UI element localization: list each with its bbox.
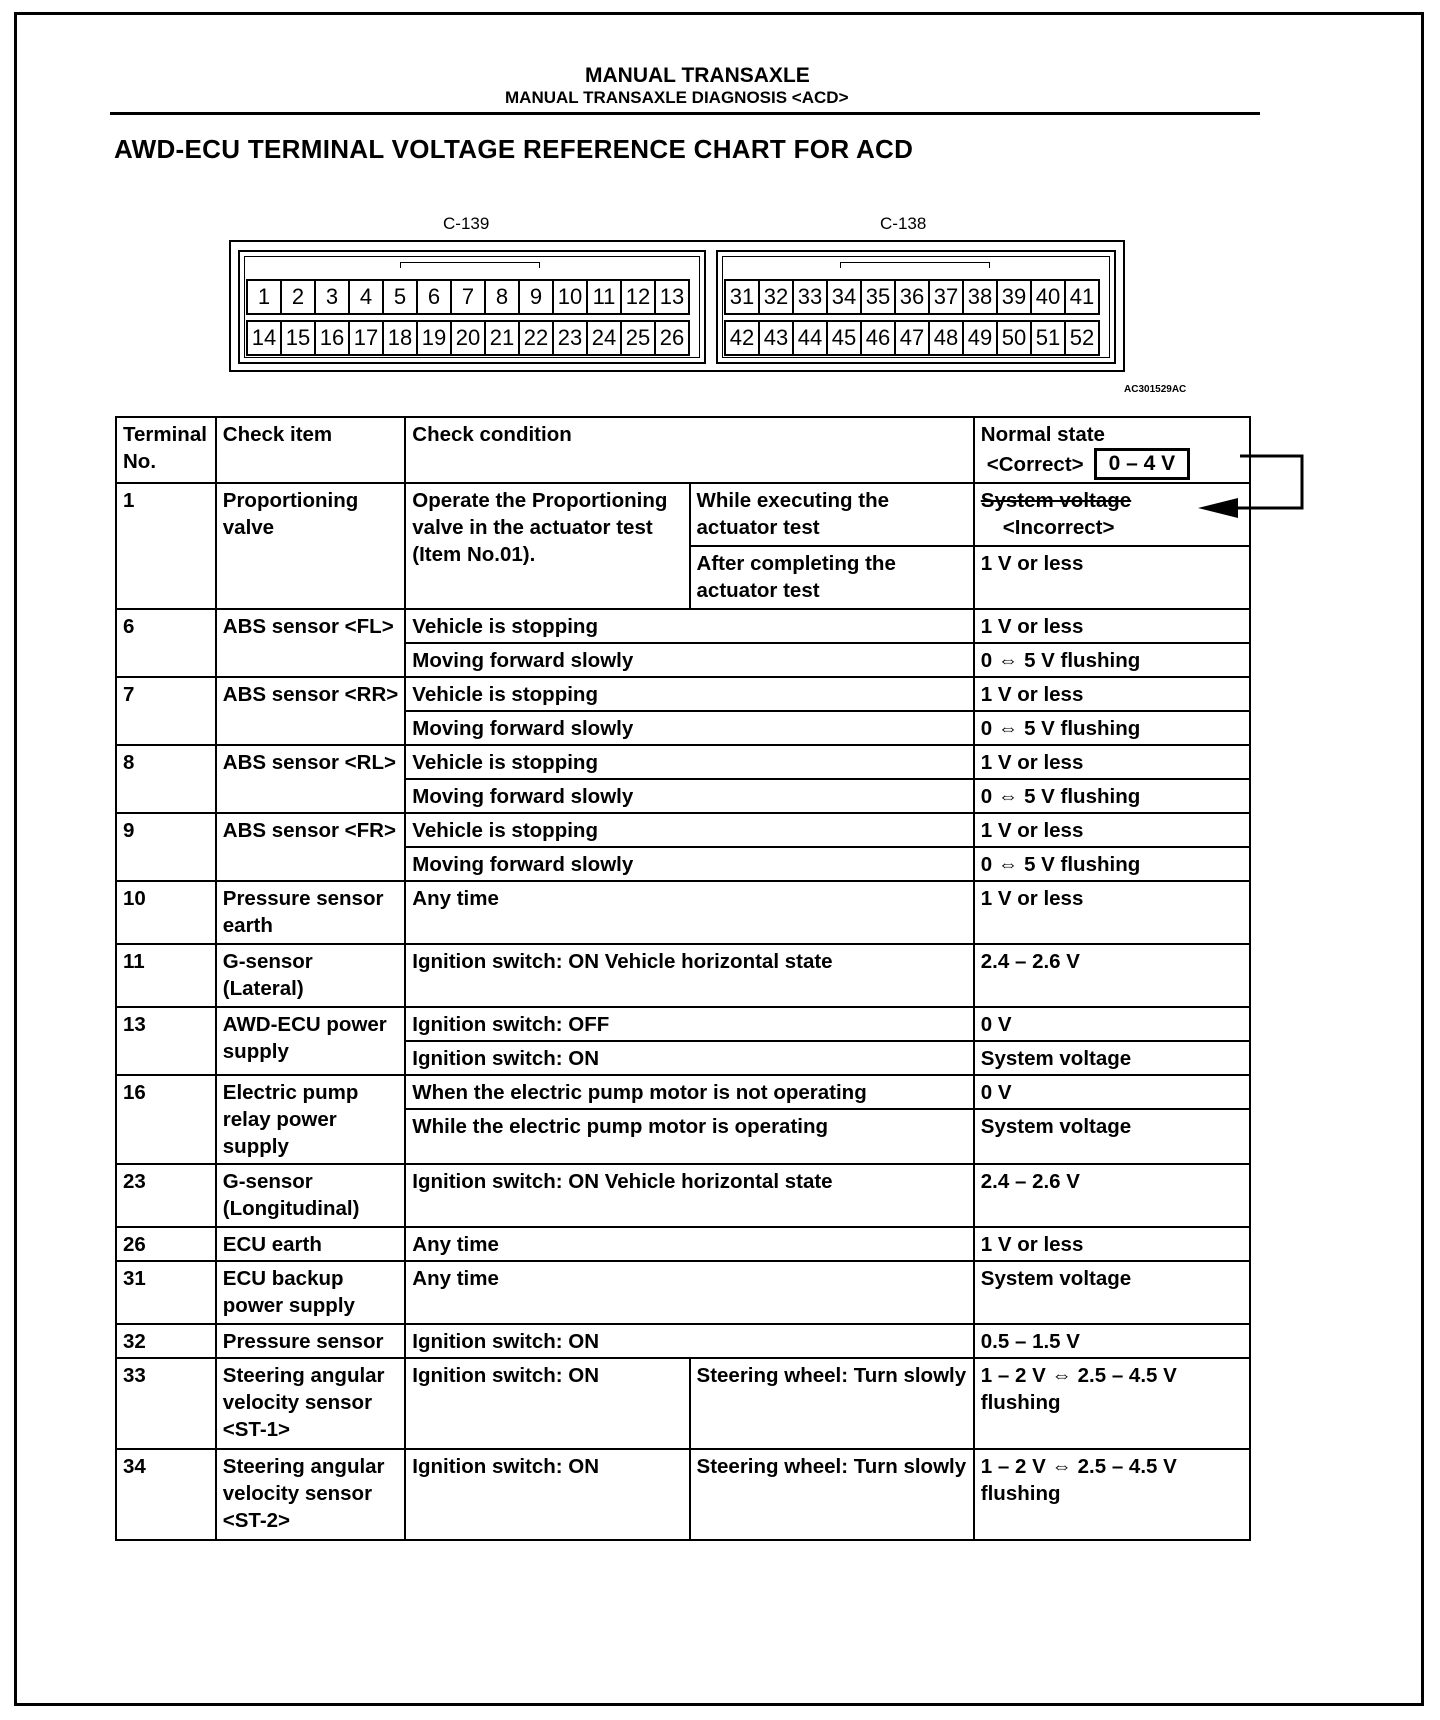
terminal-cell: 26 — [116, 1227, 216, 1261]
normal-state-cell: System voltage — [974, 1109, 1250, 1164]
terminal-cell: 9 — [116, 813, 216, 881]
normal-state-cell: 0.5 – 1.5 V — [974, 1324, 1250, 1358]
header-terminal: Terminal No. — [116, 417, 216, 483]
connector-pin: 15 — [280, 320, 316, 356]
pin-row-c138-top — [726, 279, 1100, 315]
subsection-title: MANUAL TRANSAXLE DIAGNOSIS <ACD> — [505, 88, 849, 107]
check-condition-cell: Vehicle is stopping — [405, 609, 974, 643]
check-condition-cell: Moving forward slowly — [405, 711, 974, 745]
connector-pin: 23 — [552, 320, 588, 356]
normal-state-cell: 0 ⇔ 5 V flushing — [974, 847, 1250, 881]
normal-state-cell: 0 ⇔ 5 V flushing — [974, 711, 1250, 745]
connector-pin: 20 — [450, 320, 486, 356]
connector-pin: 12 — [620, 279, 656, 315]
connector-pin: 10 — [552, 279, 588, 315]
connector-pin: 50 — [996, 320, 1032, 356]
connector-pin: 33 — [792, 279, 828, 315]
table-row — [116, 1227, 1250, 1261]
connector-pin: 5 — [382, 279, 418, 315]
connector-pin: 16 — [314, 320, 350, 356]
incorrect-label: <Incorrect> — [1002, 516, 1115, 539]
pin-row-c138-bottom — [726, 320, 1100, 356]
connector-pin: 3 — [314, 279, 350, 315]
table-row — [116, 1075, 1250, 1109]
connector-label-left: C-139 — [443, 214, 490, 233]
check-item-cell: Pressure sensor — [216, 1324, 406, 1358]
check-item-cell: G-sensor (Longitudinal) — [216, 1164, 406, 1227]
table-row — [116, 944, 1250, 1007]
check-item-cell: Proportioning valve — [216, 483, 406, 609]
check-item-cell: Steering angular velocity sensor <ST-1> — [216, 1358, 406, 1449]
normal-state-cell: System voltage — [974, 1041, 1250, 1075]
connector-pin: 51 — [1030, 320, 1066, 356]
check-condition-cell: Vehicle is stopping — [405, 745, 974, 779]
check-condition-cell: Moving forward slowly — [405, 847, 974, 881]
connector-pin: 44 — [792, 320, 828, 356]
section-title: MANUAL TRANSAXLE — [585, 64, 810, 87]
check-condition-cell: While the electric pump motor is operating — [405, 1109, 974, 1164]
check-condition-cell: Ignition switch: ON — [405, 1449, 689, 1540]
connector-pin: 31 — [724, 279, 760, 315]
normal-state-cell: 0 V — [974, 1007, 1250, 1041]
check-condition-cell: When the electric pump motor is not operating — [405, 1075, 974, 1109]
normal-state-cell: 0 V — [974, 1075, 1250, 1109]
table-row — [116, 1164, 1250, 1227]
check-item-cell: Electric pump relay power supply — [216, 1075, 406, 1164]
connector-pin: 7 — [450, 279, 486, 315]
sub-condition-cell: Steering wheel: Turn slowly — [690, 1449, 974, 1540]
check-item-cell: ECU earth — [216, 1227, 406, 1261]
check-condition-cell: Any time — [405, 1261, 974, 1324]
check-condition-cell: Any time — [405, 881, 974, 944]
terminal-cell: 10 — [116, 881, 216, 944]
header-check-item: Check item — [216, 417, 406, 483]
normal-state-cell: 2.4 – 2.6 V — [974, 944, 1250, 1007]
connector-pin: 19 — [416, 320, 452, 356]
check-item-cell: Steering angular velocity sensor <ST-2> — [216, 1449, 406, 1540]
check-item-cell: ABS sensor <RL> — [216, 745, 406, 813]
table-row — [116, 609, 1250, 643]
connector-pin: 49 — [962, 320, 998, 356]
table-row — [116, 1449, 1250, 1540]
connector-pin: 42 — [724, 320, 760, 356]
normal-state-cell: 1 V or less — [974, 745, 1250, 779]
check-condition-cell: Ignition switch: ON — [405, 1041, 974, 1075]
normal-state-cell: 1 V or less — [974, 546, 1250, 609]
connector-pin: 26 — [654, 320, 690, 356]
normal-state-cell: 2.4 – 2.6 V — [974, 1164, 1250, 1227]
connector-pin: 43 — [758, 320, 794, 356]
voltage-reference-table — [115, 416, 1251, 1541]
normal-state-cell: 1 V or less — [974, 1227, 1250, 1261]
header-rule — [110, 112, 1260, 115]
connector-pin: 18 — [382, 320, 418, 356]
connector-pin: 38 — [962, 279, 998, 315]
pin-row-c139-bottom — [248, 320, 690, 356]
normal-state-cell: 0 ⇔ 5 V flushing — [974, 779, 1250, 813]
connector-pin: 25 — [620, 320, 656, 356]
connector-label-right: C-138 — [880, 214, 927, 233]
terminal-cell: 11 — [116, 944, 216, 1007]
check-item-cell: G-sensor (Lateral) — [216, 944, 406, 1007]
table-row — [116, 483, 1250, 546]
terminal-cell: 31 — [116, 1261, 216, 1324]
check-item-cell: ABS sensor <RR> — [216, 677, 406, 745]
header-check-condition: Check condition — [405, 417, 974, 483]
connector-pin: 37 — [928, 279, 964, 315]
check-item-cell: Pressure sensor earth — [216, 881, 406, 944]
connector-pin: 8 — [484, 279, 520, 315]
incorrect-value: System voltage — [980, 489, 1132, 512]
terminal-cell: 8 — [116, 745, 216, 813]
terminal-cell: 6 — [116, 609, 216, 677]
connector-pin: 48 — [928, 320, 964, 356]
connector-pin: 35 — [860, 279, 896, 315]
correct-value-box: 0 – 4 V — [1094, 448, 1191, 480]
connector-latch — [840, 262, 990, 268]
connector-pin: 52 — [1064, 320, 1100, 356]
connector-pin: 22 — [518, 320, 554, 356]
connector-pin: 24 — [586, 320, 622, 356]
connector-pin: 46 — [860, 320, 896, 356]
connector-pin: 2 — [280, 279, 316, 315]
connector-pin: 4 — [348, 279, 384, 315]
connector-pin: 13 — [654, 279, 690, 315]
table-row — [116, 745, 1250, 779]
terminal-cell: 13 — [116, 1007, 216, 1075]
normal-state-cell: 1 V or less — [974, 677, 1250, 711]
connector-pin: 47 — [894, 320, 930, 356]
check-condition-cell: Vehicle is stopping — [405, 677, 974, 711]
table-row — [116, 813, 1250, 847]
check-item-cell: ABS sensor <FL> — [216, 609, 406, 677]
connector-pin: 36 — [894, 279, 930, 315]
normal-state-cell: 1 V or less — [974, 609, 1250, 643]
normal-state-cell: 1 – 2 V ⇔ 2.5 – 4.5 V flushing — [974, 1358, 1250, 1449]
check-condition-cell: Ignition switch: ON Vehicle horizontal state — [405, 1164, 974, 1227]
normal-state-cell: 1 V or less — [974, 881, 1250, 944]
connector-pin: 34 — [826, 279, 862, 315]
check-condition-cell: Ignition switch: ON Vehicle horizontal state — [405, 944, 974, 1007]
table-header-row — [116, 417, 1250, 483]
connector-pin: 14 — [246, 320, 282, 356]
connector-pin: 11 — [586, 279, 622, 315]
table-row — [116, 1358, 1250, 1449]
table-row — [116, 881, 1250, 944]
table-row — [116, 1261, 1250, 1324]
check-condition-cell: Vehicle is stopping — [405, 813, 974, 847]
connector-pin: 39 — [996, 279, 1032, 315]
terminal-cell: 32 — [116, 1324, 216, 1358]
check-condition-cell: Moving forward slowly — [405, 643, 974, 677]
check-condition-cell: Ignition switch: OFF — [405, 1007, 974, 1041]
table-row — [116, 677, 1250, 711]
terminal-cell: 34 — [116, 1449, 216, 1540]
connector-pin: 1 — [246, 279, 282, 315]
connector-pin: 17 — [348, 320, 384, 356]
terminal-cell: 33 — [116, 1358, 216, 1449]
page-title: AWD-ECU TERMINAL VOLTAGE REFERENCE CHART FOR ACD — [114, 134, 914, 164]
connector-pin: 40 — [1030, 279, 1066, 315]
normal-state-cell: 0 ⇔ 5 V flushing — [974, 643, 1250, 677]
check-condition-cell: Ignition switch: ON — [405, 1358, 689, 1449]
correction-arrow-icon — [1180, 440, 1310, 520]
check-item-cell: ECU backup power supply — [216, 1261, 406, 1324]
terminal-cell: 16 — [116, 1075, 216, 1164]
correct-label: <Correct> — [986, 452, 1084, 476]
connector-pin: 41 — [1064, 279, 1100, 315]
check-condition-cell: Any time — [405, 1227, 974, 1261]
sub-condition-cell: Steering wheel: Turn slowly — [690, 1358, 974, 1449]
pin-row-c139-top — [248, 279, 690, 315]
normal-state-cell: 1 – 2 V ⇔ 2.5 – 4.5 V flushing — [974, 1449, 1250, 1540]
connector-pin: 21 — [484, 320, 520, 356]
terminal-cell: 23 — [116, 1164, 216, 1227]
connector-pin: 6 — [416, 279, 452, 315]
normal-state-cell: 1 V or less — [974, 813, 1250, 847]
check-item-cell: AWD-ECU power supply — [216, 1007, 406, 1075]
check-condition-cell: Ignition switch: ON — [405, 1324, 974, 1358]
connector-pin: 9 — [518, 279, 554, 315]
normal-state-cell: System voltage — [974, 1261, 1250, 1324]
terminal-cell: 7 — [116, 677, 216, 745]
table-row — [116, 1324, 1250, 1358]
header-normal-state-label: Normal state — [980, 423, 1105, 446]
check-condition-cell: Moving forward slowly — [405, 779, 974, 813]
figure-code: AC301529AC — [1124, 384, 1187, 395]
check-condition-cell: Operate the Proportioning valve in the actuator test (Item No.01). — [405, 483, 689, 609]
connector-latch — [400, 262, 540, 268]
connector-pin: 45 — [826, 320, 862, 356]
check-item-cell: ABS sensor <FR> — [216, 813, 406, 881]
sub-condition-cell: After completing the actuator test — [690, 546, 974, 609]
sub-condition-cell: While executing the actuator test — [690, 483, 974, 546]
terminal-cell: 1 — [116, 483, 216, 609]
table-row — [116, 1007, 1250, 1041]
connector-pin: 32 — [758, 279, 794, 315]
